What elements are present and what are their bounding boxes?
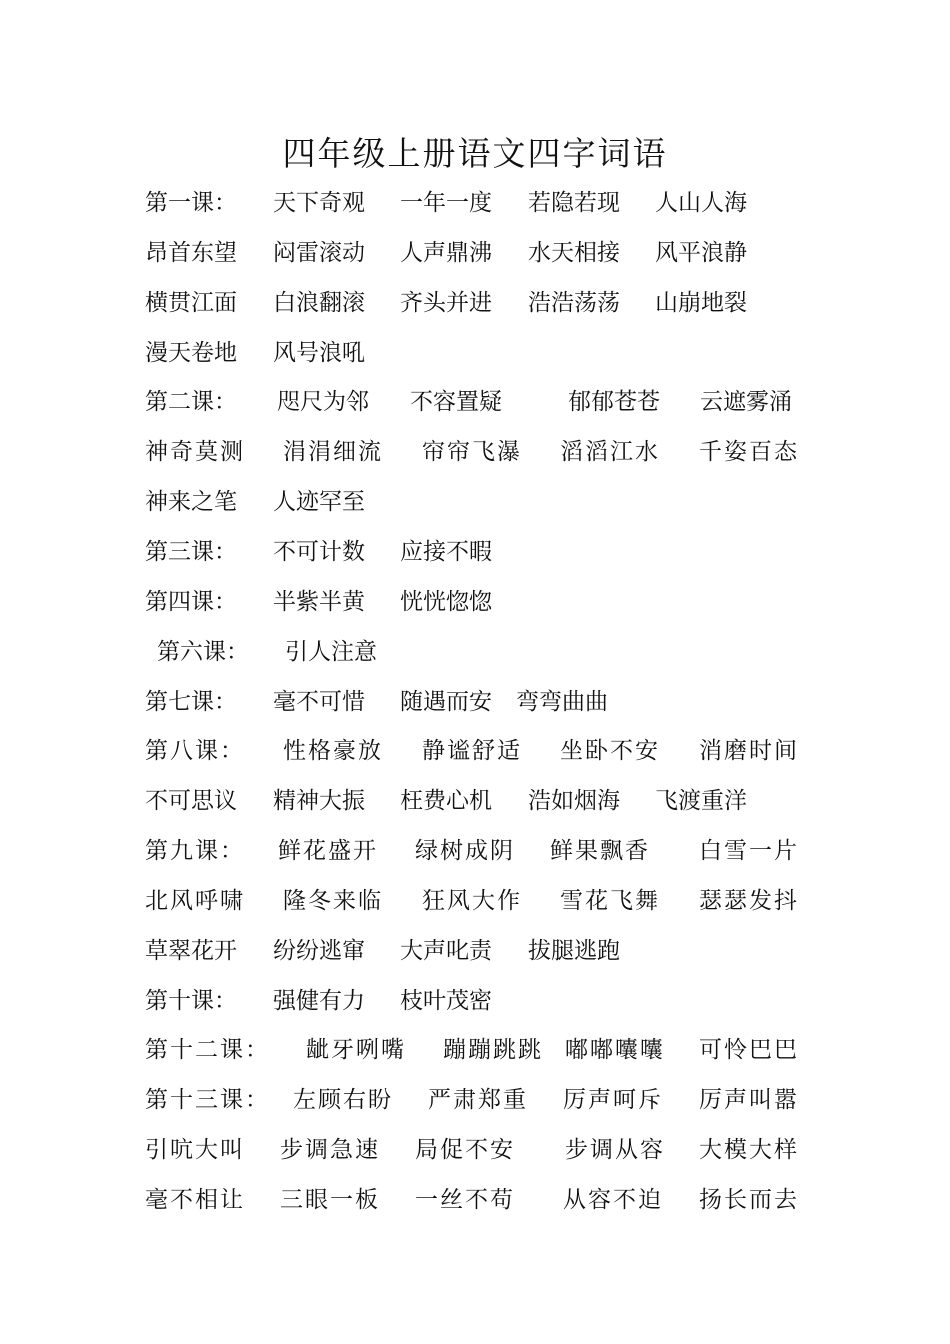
vocabulary-line xyxy=(0,1031,950,1063)
word-entry: 枝叶茂密 xyxy=(400,988,492,1014)
word-entry: 毫不可惜 xyxy=(273,689,365,715)
word-entry: 白浪翻滚 xyxy=(273,290,365,316)
word-entry: 随遇而安 xyxy=(400,689,492,715)
word-entry: 人迹罕至 xyxy=(273,489,365,515)
vocabulary-line xyxy=(0,932,950,964)
lesson-label: 第七课： xyxy=(145,689,237,715)
word-entry: 漫天卷地 xyxy=(145,340,237,366)
word-entry: 雪花飞舞 xyxy=(560,888,660,914)
word-entry: 涓涓细流 xyxy=(283,439,383,465)
word-entry: 神来之笔 xyxy=(145,489,237,515)
vocabulary-line xyxy=(0,683,950,715)
word-entry: 水天相接 xyxy=(528,240,620,266)
word-entry: 枉费心机 xyxy=(400,788,492,814)
word-entry: 人声鼎沸 xyxy=(400,240,492,266)
word-entry: 风号浪吼 xyxy=(273,340,365,366)
word-entry: 局促不安 xyxy=(415,1137,515,1163)
word-entry: 绿树成阴 xyxy=(415,838,515,864)
word-entry: 大声叱责 xyxy=(400,938,492,964)
vocabulary-line xyxy=(0,483,950,515)
word-entry: 帘帘飞瀑 xyxy=(422,439,522,465)
lesson-label: 第十二课： xyxy=(145,1037,270,1063)
word-entry: 大模大样 xyxy=(699,1137,799,1163)
lesson-label: 第二课： xyxy=(145,389,237,415)
word-entry: 一年一度 xyxy=(400,190,492,216)
word-entry: 若隐若现 xyxy=(528,190,620,216)
word-entry: 毫不相让 xyxy=(145,1187,245,1213)
word-entry: 性格豪放 xyxy=(283,738,383,764)
vocabulary-line xyxy=(0,433,950,465)
vocabulary-line xyxy=(0,1131,950,1163)
lesson-label: 第十三课： xyxy=(145,1087,270,1113)
vocabulary-line xyxy=(0,234,950,266)
vocabulary-line xyxy=(0,1081,950,1113)
lesson-label: 第六课： xyxy=(157,639,249,665)
vocabulary-line xyxy=(0,184,950,216)
word-entry: 风平浪静 xyxy=(655,240,747,266)
lesson-label: 第十课： xyxy=(145,988,237,1014)
word-entry: 不可思议 xyxy=(145,788,237,814)
word-entry: 咫尺为邻 xyxy=(277,389,369,415)
word-entry: 扬长而去 xyxy=(699,1187,799,1213)
word-entry: 龇牙咧嘴 xyxy=(306,1037,406,1063)
word-entry: 从容不迫 xyxy=(563,1187,663,1213)
word-entry: 一丝不苟 xyxy=(415,1187,515,1213)
vocabulary-line xyxy=(0,284,950,316)
word-entry: 神奇莫测 xyxy=(145,439,245,465)
word-entry: 步调急速 xyxy=(280,1137,380,1163)
word-entry: 厉声叫嚣 xyxy=(699,1087,799,1113)
word-entry: 引吭大叫 xyxy=(145,1137,245,1163)
lesson-label: 第四课： xyxy=(145,589,237,615)
word-entry: 滔滔江水 xyxy=(560,439,660,465)
word-entry: 蹦蹦跳跳 xyxy=(443,1037,543,1063)
word-entry: 左顾右盼 xyxy=(293,1087,393,1113)
word-entry: 昂首东望 xyxy=(145,240,237,266)
word-entry: 天下奇观 xyxy=(273,190,365,216)
word-entry: 山崩地裂 xyxy=(655,290,747,316)
vocabulary-line xyxy=(0,982,950,1014)
word-entry: 弯弯曲曲 xyxy=(516,689,608,715)
word-entry: 浩如烟海 xyxy=(528,788,620,814)
word-entry: 草翠花开 xyxy=(145,938,237,964)
word-entry: 闷雷滚动 xyxy=(273,240,365,266)
word-entry: 纷纷逃窜 xyxy=(273,938,365,964)
word-entry: 强健有力 xyxy=(273,988,365,1014)
word-entry: 云遮雾涌 xyxy=(700,389,792,415)
vocabulary-line xyxy=(0,334,950,366)
page-title: 四年级上册语文四字词语 xyxy=(282,134,668,173)
word-entry: 北风呼啸 xyxy=(145,888,245,914)
word-entry: 嘟嘟囔囔 xyxy=(565,1037,665,1063)
word-entry: 齐头并进 xyxy=(400,290,492,316)
word-entry: 静谧舒适 xyxy=(422,738,522,764)
word-entry: 飞渡重洋 xyxy=(655,788,747,814)
word-entry: 鲜花盛开 xyxy=(278,838,378,864)
word-entry: 郁郁苍苍 xyxy=(568,389,660,415)
word-entry: 拔腿逃跑 xyxy=(528,938,620,964)
word-entry: 步调从容 xyxy=(565,1137,665,1163)
vocabulary-line xyxy=(0,583,950,615)
word-entry: 三眼一板 xyxy=(280,1187,380,1213)
word-entry: 厉声呵斥 xyxy=(563,1087,663,1113)
word-entry: 隆冬来临 xyxy=(283,888,383,914)
vocabulary-line xyxy=(0,383,950,415)
word-entry: 瑟瑟发抖 xyxy=(699,888,799,914)
word-entry: 严肃郑重 xyxy=(428,1087,528,1113)
word-entry: 人山人海 xyxy=(655,190,747,216)
lesson-label: 第三课： xyxy=(145,539,237,565)
word-entry: 坐卧不安 xyxy=(560,738,660,764)
word-entry: 不容置疑 xyxy=(410,389,502,415)
lesson-label: 第一课： xyxy=(145,190,237,216)
lesson-label: 第八课： xyxy=(145,738,245,764)
word-entry: 可怜巴巴 xyxy=(699,1037,799,1063)
vocabulary-line xyxy=(0,533,950,565)
word-entry: 浩浩荡荡 xyxy=(528,290,620,316)
vocabulary-line xyxy=(0,832,950,864)
word-entry: 狂风大作 xyxy=(422,888,522,914)
word-entry: 鲜果飘香 xyxy=(550,838,650,864)
word-entry: 横贯江面 xyxy=(145,290,237,316)
vocabulary-line xyxy=(0,882,950,914)
vocabulary-line xyxy=(0,633,950,665)
word-entry: 半紫半黄 xyxy=(273,589,365,615)
lesson-label: 第九课： xyxy=(145,838,245,864)
word-entry: 应接不暇 xyxy=(400,539,492,565)
word-entry: 消磨时间 xyxy=(699,738,799,764)
word-entry: 白雪一片 xyxy=(699,838,799,864)
vocabulary-line xyxy=(0,782,950,814)
word-entry: 精神大振 xyxy=(273,788,365,814)
word-entry: 不可计数 xyxy=(273,539,365,565)
vocabulary-line xyxy=(0,732,950,764)
word-entry: 恍恍惚惚 xyxy=(400,589,492,615)
vocabulary-line xyxy=(0,1181,950,1213)
word-entry: 引人注意 xyxy=(285,639,377,665)
word-entry: 千姿百态 xyxy=(699,439,799,465)
